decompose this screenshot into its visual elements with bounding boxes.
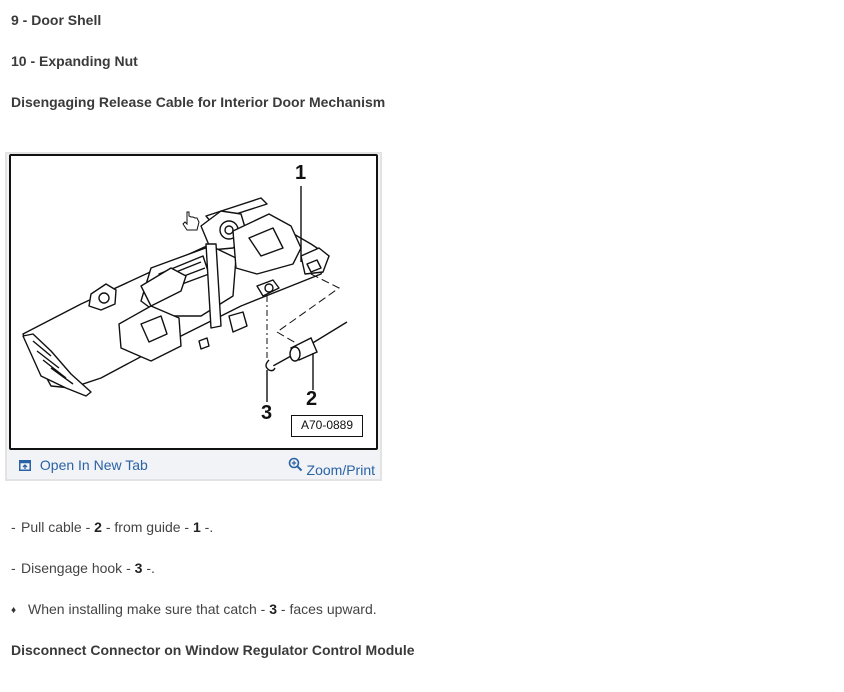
step-text: When installing make sure that catch - <box>28 601 270 617</box>
zoom-print-label: Zoom/Print <box>306 462 375 478</box>
step-disengage-hook <box>11 559 155 577</box>
figure-footer-bar <box>7 451 380 479</box>
step-text: -. <box>142 560 155 576</box>
callout-1: 1 <box>295 162 307 184</box>
figure-frame <box>7 154 380 479</box>
step-bullet: - <box>11 519 16 535</box>
open-new-tab-icon <box>19 460 31 471</box>
step-text: - faces upward. <box>277 601 377 617</box>
ref-1: 1 <box>192 519 201 535</box>
figure-container <box>5 152 382 481</box>
step-text: Pull cable - <box>21 519 95 535</box>
open-in-new-tab-label: Open In New Tab <box>39 457 148 473</box>
step-text: Disengage hook - <box>21 560 135 576</box>
door-mechanism-illustration[interactable] <box>9 154 378 450</box>
ref-2: 2 <box>94 519 102 535</box>
section-heading-disengaging-release-cable: Disengaging Release Cable for Interior Door Mechanism <box>11 94 386 110</box>
callout-3: 3 <box>261 402 273 424</box>
note-installing-catch <box>11 600 377 620</box>
item-9-door-shell: 9 - Door Shell <box>11 12 102 28</box>
open-in-new-tab-link[interactable] <box>19 457 148 473</box>
door-mechanism-drawing <box>11 156 377 448</box>
step-pull-cable <box>11 518 213 536</box>
step-bullet: - <box>11 560 16 576</box>
step-text: - from guide - <box>101 519 193 535</box>
figure-code-label: A70-0889 <box>291 415 363 437</box>
section-heading-disconnect-connector: Disconnect Connector on Window Regulator Control Module <box>11 642 415 658</box>
ref-3: 3 <box>134 560 143 576</box>
zoom-in-icon <box>288 457 303 472</box>
step-text: -. <box>200 519 214 535</box>
diamond-bullet-icon: ♦ <box>11 605 17 616</box>
ref-3: 3 <box>269 601 278 617</box>
item-10-expanding-nut: 10 - Expanding Nut <box>11 53 138 69</box>
zoom-print-link[interactable] <box>288 457 375 478</box>
callout-2: 2 <box>306 388 318 410</box>
